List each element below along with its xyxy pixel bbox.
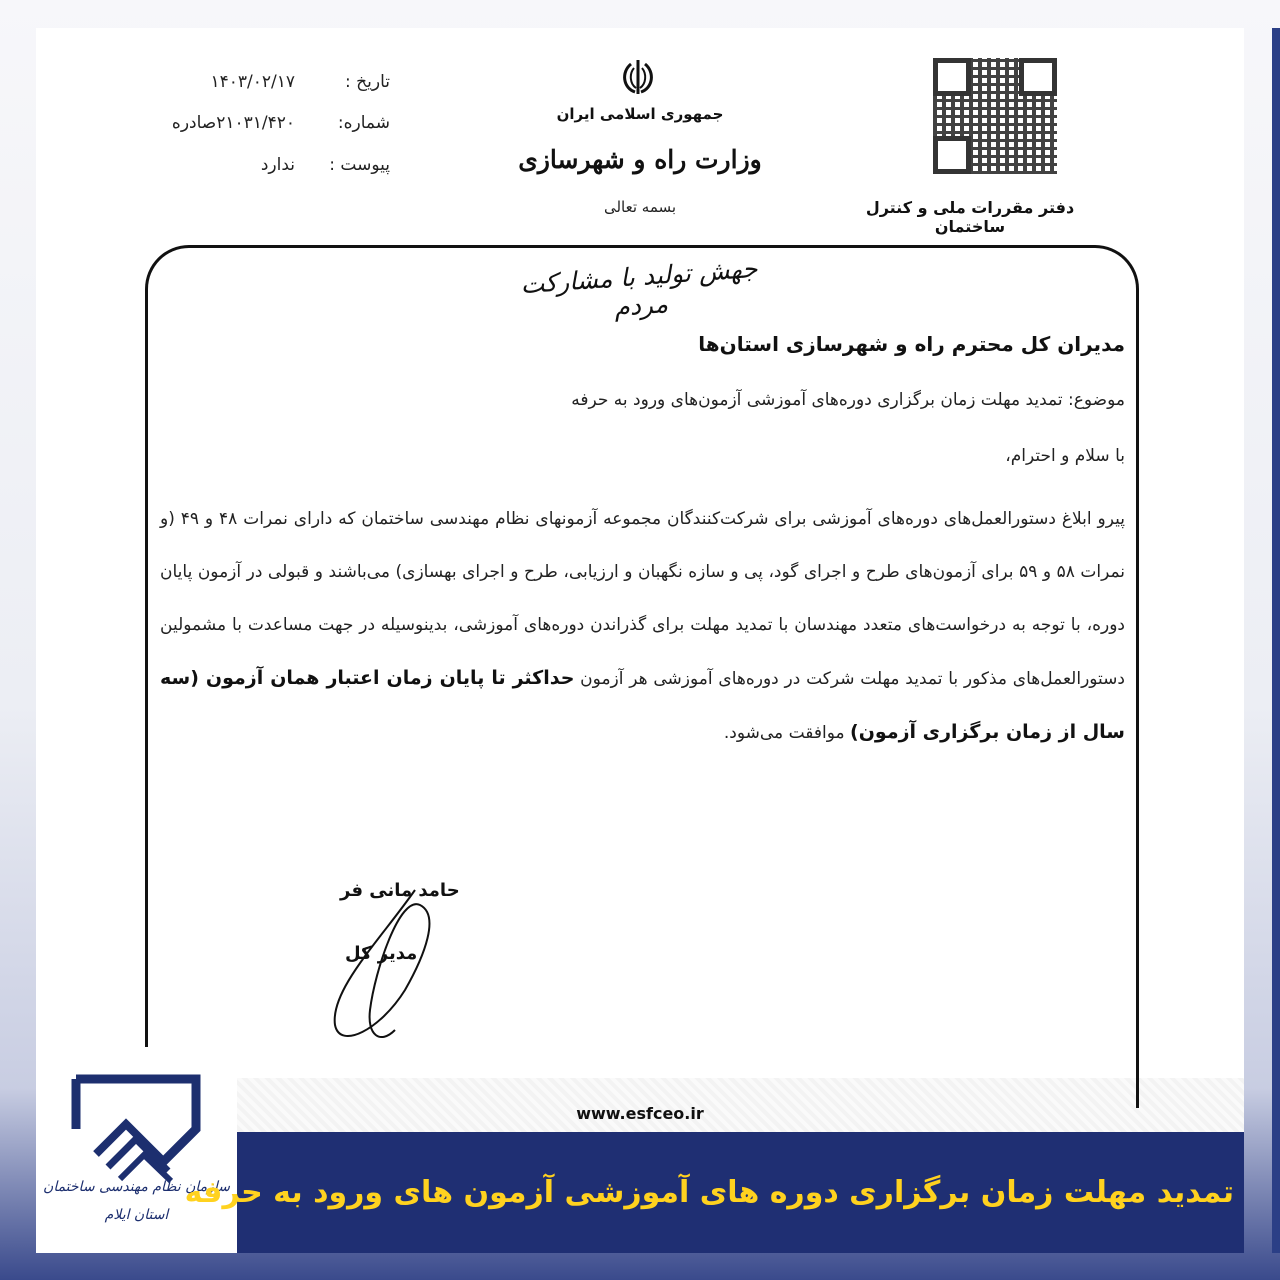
addressee: مدیران کل محترم راه و شهرسازی استان‌ها: [698, 332, 1125, 356]
attachment-row: [120, 155, 390, 185]
republic-title: جمهوری اسلامی ایران: [556, 105, 724, 123]
iran-emblem-icon: [617, 58, 659, 96]
logo-organization-name: سازمان نظام مهندسی ساختمان: [43, 1179, 230, 1195]
attachment-label: پیوست :: [329, 155, 390, 175]
qr-corner: [933, 58, 971, 96]
date-label: تاریخ :: [345, 72, 390, 92]
signature-icon: [320, 880, 460, 1050]
attachment-value: ندارد: [260, 155, 295, 175]
body-text-part2: موافقت می‌شود.: [723, 723, 845, 743]
signer-title: مدیر کل: [345, 943, 418, 964]
signer-name: حامد مانی فر: [340, 880, 460, 901]
qr-code-icon: [933, 58, 1057, 174]
number-row: [120, 113, 390, 143]
slogan: جهش تولید با مشارکت مردم: [519, 253, 759, 322]
greeting: با سلام و احترام،: [1005, 446, 1125, 466]
subject-line: موضوع: تمدید مهلت زمان برگزاری دوره‌های آموزشی آزمون‌های ورود به حرفه: [571, 390, 1125, 410]
date-value: ۱۴۰۳/۰۲/۱۷: [210, 72, 295, 92]
logo-province-name: استان ایلام: [104, 1207, 169, 1223]
qr-corner: [1019, 58, 1057, 96]
number-label: شماره:: [337, 113, 390, 133]
qr-corner: [933, 136, 971, 174]
body-text-part1: پیرو ابلاغ دستورالعمل‌های دوره‌های آموزشی برای شرکت‌کنندگان مجموعه آزمونهای نظام مهندسی ساختمان که دارای نمرات ۴۸ و ۴۹ (و نمرات ۵۸ و ۵۹ برای آزمون‌های طرح و اجرای گود، پی و سازه نگهبان و ارزیابی، طرح و اجرای بهسازی) می‌باشند و قبولی در آزمون پایان دوره، با توجه به درخواست‌های متعدد مهندسان با تمدید مهلت برای گذراندن دوره‌های آموزشی، بدینوسیله در جهت مساعدت با مشمولین دستورالعمل‌های مذکور با تمدید مهلت شرکت در دوره‌های آموزشی هر آزمون: [160, 509, 1126, 689]
side-stripe: [1272, 28, 1280, 1253]
banner-title: تمدید مهلت زمان برگزاری دوره های آموزشی آزمون های ورود به حرفه: [184, 1175, 1234, 1210]
letter-body: [160, 493, 1125, 760]
date-row: [120, 72, 390, 102]
body-text-bold: حداکثر تا پایان زمان اعتبار همان آزمون (سه سال از زمان برگزاری آزمون): [160, 667, 1125, 743]
website-link[interactable]: www.esfceo.ir: [576, 1104, 704, 1123]
ministry-title: وزارت راه و شهرسازی: [518, 145, 762, 174]
title-banner: [184, 1132, 1244, 1253]
office-title: دفتر مقررات ملی و کنترل ساختمان: [865, 198, 1075, 236]
bismillah: بسمه تعالی: [603, 198, 677, 216]
number-value: ۲۱۰۳۱/۴۲۰صادره: [171, 113, 295, 133]
